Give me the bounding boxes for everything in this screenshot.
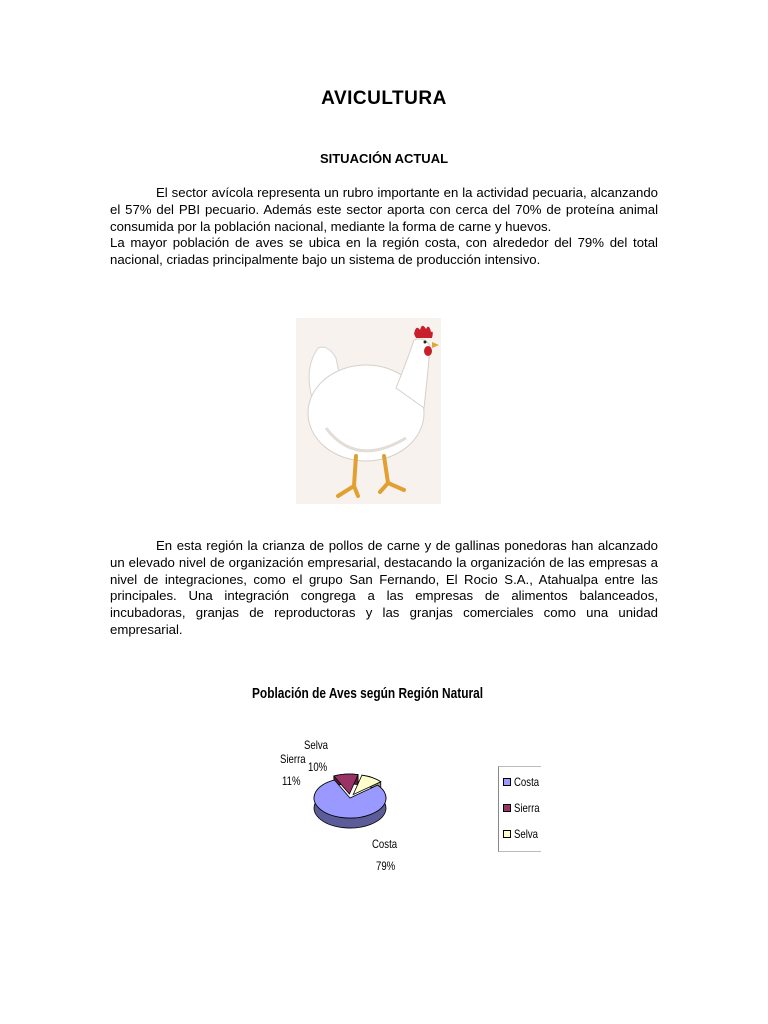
- selva-label: Selva: [304, 738, 329, 752]
- section-subtitle: SITUACIÓN ACTUAL: [319, 151, 449, 166]
- legend-label-selva: Selva: [514, 827, 539, 841]
- legend-item-sierra: [503, 801, 546, 815]
- legend-swatch-selva: [503, 830, 511, 838]
- legend-label-costa: Costa: [514, 775, 540, 789]
- sierra-value-label: 11%: [282, 774, 301, 788]
- legend-swatch-sierra: [503, 804, 511, 812]
- integration-text: En esta región la crianza de pollos de carne y de gallinas ponedoras han alcanzado un elevado nivel de organización empresarial, destacando la organización de las empresas a nivel de integraciones, como el grupo San Fernando, El Rocio S.A., Atahualpa entre las principales. Una integración congrega a las empresas de alimentos balanceados, incubadoras, granjas de reproductoras y las granjas comerciales como una unidad empresarial.: [110, 538, 658, 637]
- costa-label: Costa: [372, 837, 398, 851]
- costa-value-label: 79%: [376, 859, 396, 873]
- sierra-label: Sierra: [280, 752, 306, 766]
- legend-swatch-costa: [503, 778, 511, 786]
- legend-label-sierra: Sierra: [514, 801, 540, 815]
- intro-text-2: La mayor población de aves se ubica en la región costa, con alrededor del 79% del total nacional, criadas principalmente bajo un sistema de producción intensivo.: [110, 235, 658, 268]
- integration-paragraph: [110, 538, 658, 639]
- legend-item-costa: [503, 775, 545, 789]
- selva-value-label: 10%: [308, 760, 328, 774]
- legend-item-selva: [503, 827, 544, 841]
- hen-image: [296, 318, 441, 504]
- chart-title: Población de Aves según Región Natural: [252, 686, 484, 702]
- intro-text-1: El sector avícola representa un rubro importante en la actividad pecuaria, alcanzando el 57% del PBI pecuario. Además este sector aporta con cerca del 70% de proteína animal consumida por la población nacional, mediante la forma de carne y huevos.: [110, 185, 658, 234]
- chart-legend: [498, 766, 541, 852]
- intro-paragraph: [110, 185, 658, 269]
- document-title: AVICULTURA: [321, 88, 447, 109]
